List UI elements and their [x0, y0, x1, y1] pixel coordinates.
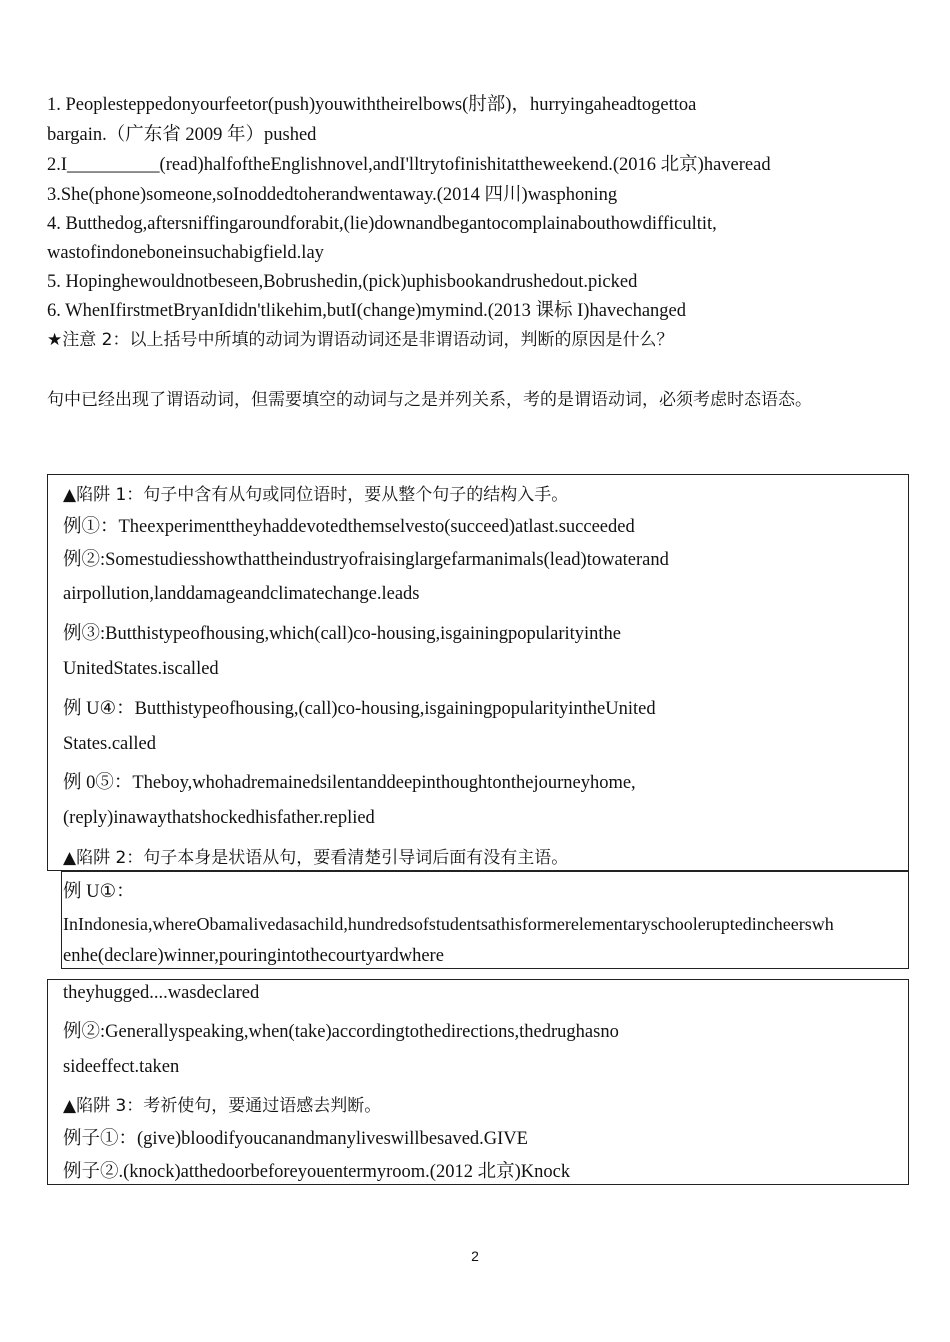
exercise-4-line-2: wastofindoneboneinsuchabigfield.lay	[47, 243, 324, 263]
example-u1-label: 例 U①：	[63, 882, 135, 902]
exercise-4-line-1: 4. Butthedog,aftersniffingaroundforabit,(lie)downandbegantocomplainabouthowdifficultit,	[47, 214, 717, 234]
exercise-1-line-1: 1. Peoplesteppedonyourfeetor(push)youwiththeirelbows(肘部)，hurryingaheadtogettoa	[47, 95, 697, 115]
example-5-line-2: (reply)inawaythatshockedhisfather.replied	[63, 808, 375, 828]
example-5-line-1: 例 0⑤：Theboy,whohadremainedsilentanddeepinthoughtonthejourneyhome,	[63, 773, 636, 793]
example-u1-line-3: theyhugged....wasdeclared	[63, 983, 260, 1003]
example-3-line-1: 例③:Butthistypeofhousing,which(call)co-housing,isgainingpopularityinthe	[63, 624, 622, 644]
exercise-1-line-2: bargain.（广东省 2009 年）pushed	[47, 125, 317, 145]
note-answer: 句中已经出现了谓语动词，但需要填空的动词与之是并列关系，考的是谓语动词，必须考虑时态语态。	[47, 390, 812, 410]
page-number: 2	[471, 1248, 479, 1264]
example-u1-line-2: enhe(declare)winner,pouringintothecourtyardwhere	[63, 946, 444, 966]
trap-2-heading: ▲陷阱 2：句子本身是状语从句，要看清楚引导词后面有没有主语。	[63, 848, 569, 868]
example-give: 例子①：(give)bloodifyoucanandmanyliveswillbesaved.GIVE	[63, 1129, 528, 1149]
example-4-line-2: States.called	[63, 734, 156, 754]
example-knock: 例子②.(knock)atthedoorbeforeyouentermyroom.(2012 北京)Knock	[63, 1162, 571, 1182]
trap-box-2	[61, 871, 909, 969]
example-3-line-2: UnitedStates.iscalled	[63, 659, 219, 679]
example-2-line-1: 例②:Somestudiesshowthattheindustryofraisinglargefarmanimals(lead)towaterand	[63, 550, 669, 570]
example-take-line-2: sideeffect.taken	[63, 1057, 180, 1077]
trap-box-3	[47, 979, 909, 1185]
example-take-line-1: 例②:Generallyspeaking,when(take)accordingtothedirections,thedrughasno	[63, 1022, 619, 1042]
trap-1-heading: ▲陷阱 1：句子中含有从句或同位语时，要从整个句子的结构入手。	[63, 485, 569, 505]
example-2-line-2: airpollution,landdamageandclimatechange.leads	[63, 584, 420, 604]
example-4-line-1: 例 U④：Butthistypeofhousing,(call)co-housing,isgainingpopularityintheUnited	[63, 699, 656, 719]
example-u1-line-1: InIndonesia,whereObamalivedasachild,hundredsofstudentsathisformerelementaryschooleruptedincheerswh	[63, 914, 834, 934]
exercise-5: 5. Hopinghewouldnotbeseen,Bobrushedin,(pick)uphisbookandrushedout.picked	[47, 272, 638, 292]
trap-3-heading: ▲陷阱 3：考祈使句，要通过语感去判断。	[63, 1096, 382, 1116]
exercise-6: 6. WhenIfirstmetBryanIdidn'tlikehim,butI(change)mymind.(2013 课标 I)havechanged	[47, 301, 687, 321]
example-1: 例①：Theexperimenttheyhaddevotedthemselvesto(succeed)atlast.succeeded	[63, 517, 635, 537]
note-question: ★注意 2：以上括号中所填的动词为谓语动词还是非谓语动词，判断的原因是什么？	[47, 330, 674, 350]
trap-box-1	[47, 474, 909, 871]
exercise-2: 2.I__________(read)halfoftheEnglishnovel,andI'lltrytofinishitattheweekend.(2016 北京)haveread	[47, 155, 771, 175]
exercise-3: 3.She(phone)someone,soInoddedtoherandwentaway.(2014 四川)wasphoning	[47, 185, 618, 205]
